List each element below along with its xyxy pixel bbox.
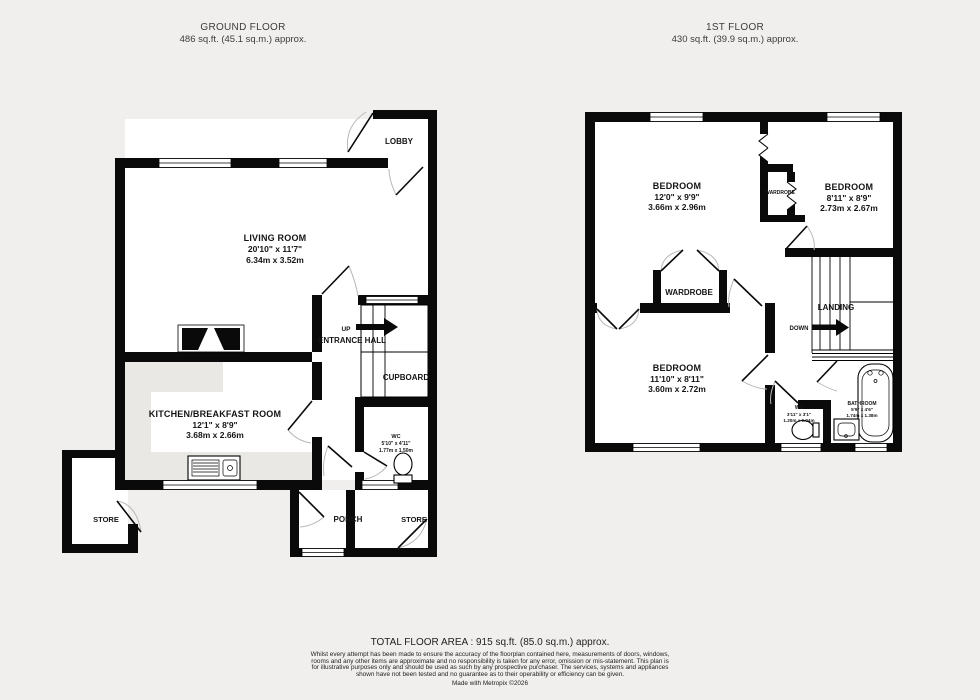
ff-down-label: DOWN xyxy=(789,326,809,332)
ff-bathroom-dims-imperial: 5'9" x 4'6" xyxy=(851,407,873,412)
gf-store-left-label: STORE xyxy=(93,515,119,524)
ff-room-fill xyxy=(595,122,893,443)
ff-wc-dims-metric: 1.20m x 0.94m xyxy=(783,418,815,423)
ff-bedroom3-label: BEDROOM xyxy=(652,363,702,373)
ff-bathroom-dims-metric: 1.74m x 1.38m xyxy=(846,413,878,418)
total-floor-area: TOTAL FLOOR AREA : 915 sq.ft. (85.0 sq.m.) approx. xyxy=(370,637,610,648)
metropix-credit: Made with Metropix ©2026 xyxy=(451,679,529,687)
ff-basin xyxy=(834,419,859,440)
ff-bedroom1-dims-imperial: 12'0" x 9'9" xyxy=(654,192,700,202)
ff-bathroom-label: BATHROOM xyxy=(847,401,877,407)
gf-chimney-breast xyxy=(178,325,244,352)
ff-bedroom1-label: BEDROOM xyxy=(652,181,702,191)
ff-bedroom1-dims-metric: 3.66m x 2.96m xyxy=(648,202,706,212)
gf-sink-unit xyxy=(188,456,240,480)
ff-bedroom2-dims-metric: 2.73m x 2.67m xyxy=(820,203,878,213)
gf-living-room-dims-imperial: 20'10" x 11'7" xyxy=(247,244,303,254)
gf-wc-dims-metric: 1.77m x 1.50m xyxy=(379,448,413,454)
gf-living-room-label: LIVING ROOM xyxy=(243,233,307,243)
ff-bedroom2-dims-imperial: 8'11" x 8'9" xyxy=(826,193,872,203)
gf-kitchen-dims-metric: 3.68m x 2.66m xyxy=(186,430,244,440)
ground-floor-title: GROUND FLOOR xyxy=(200,22,286,33)
gf-toilet xyxy=(394,453,412,483)
first-floor-area: 430 sq.ft. (39.9 sq.m.) approx. xyxy=(671,34,799,45)
ff-landing-label: LANDING xyxy=(817,303,855,312)
gf-kitchen-label: KITCHEN/BREAKFAST ROOM xyxy=(148,409,282,419)
gf-store-right-label: STORE xyxy=(401,515,427,524)
gf-kitchen-dims-imperial: 12'1" x 8'9" xyxy=(192,420,238,430)
first-floor-title: 1ST FLOOR xyxy=(705,22,765,33)
disclaimer-text: Whilst every attempt has been made to ensure the accuracy of the floorplan contained here, measurements of doors, windows, rooms and any other items are approximate and no responsibility is taken for any error, omission or mis-statement. This plan is for illustrative purposes only and should be used as such by any prospective purchaser. The services, systems and appliances shown have not been tested and no guarantee as to their operability or efficiency can be given. xyxy=(310,651,670,679)
gf-wc-dims-imperial: 5'10" x 4'11" xyxy=(381,441,411,447)
ff-wc-label: WC xyxy=(794,405,804,411)
ff-wardrobe-label: WARDROBE xyxy=(665,288,713,297)
ff-bedroom3-dims-metric: 3.60m x 2.72m xyxy=(648,384,706,394)
ff-wardrobe-small-label: WARDROBE xyxy=(765,190,795,196)
gf-lobby-label: LOBBY xyxy=(385,137,413,146)
ff-wc-dims-imperial: 3'11" x 3'1" xyxy=(786,412,812,417)
ff-bedroom2-label: BEDROOM xyxy=(824,182,874,192)
first-floor-plan xyxy=(585,112,902,452)
gf-cupboard-label: CUPBOARD xyxy=(382,373,430,382)
ff-bedroom3-dims-imperial: 11'10" x 8'11" xyxy=(650,374,704,384)
ground-floor-plan xyxy=(62,110,437,557)
ff-toilet xyxy=(792,421,819,440)
gf-up-label: UP xyxy=(341,326,351,333)
disclaimer-block xyxy=(310,652,670,687)
gf-porch-label: PORCH xyxy=(333,515,363,524)
ground-floor-area: 486 sq.ft. (45.1 sq.m.) approx. xyxy=(179,34,307,45)
gf-wc-label: WC xyxy=(391,434,401,440)
gf-living-room-dims-metric: 6.34m x 3.52m xyxy=(246,255,304,265)
gf-entrance-hall-label: ENTRANCE HALL xyxy=(318,336,386,345)
